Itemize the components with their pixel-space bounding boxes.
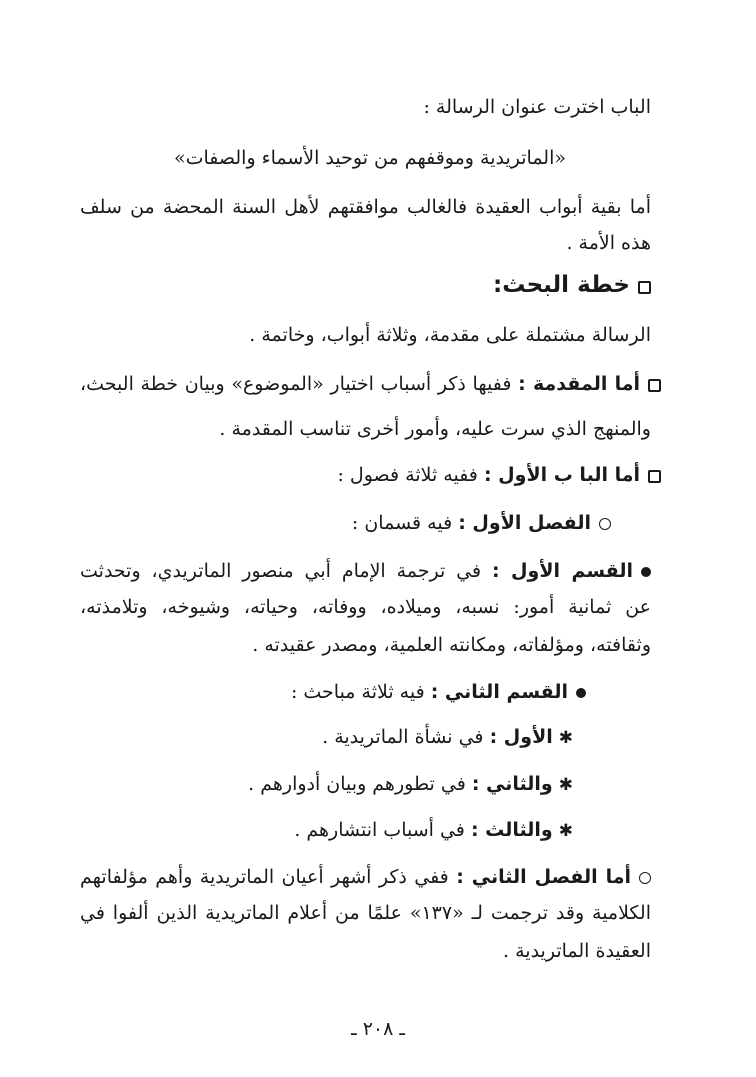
part-one: [80, 556, 651, 586]
intro-text-continued: والمنهج الذي سرت عليه، وأمور أخرى تناسب المقدمة .: [219, 418, 651, 440]
topic-three-label: والثالث :: [470, 819, 553, 841]
topic-one: [80, 722, 573, 753]
paragraph-line: هذه الأمة .: [566, 232, 651, 254]
checkbox-square-icon: [648, 379, 661, 392]
section-two-continued: العقيدة الماتريدية .: [503, 940, 651, 962]
part-one-continued: عن ثمانية أمور: نسبه، وميلاده، ووفاته، وحياته، وشيوخه، وتلامذته،: [80, 596, 651, 618]
topic-three: [80, 815, 573, 846]
circle-bullet-icon: [599, 518, 611, 530]
section-two-label: أما الفصل الثاني :: [456, 866, 632, 888]
part-one-text: في ترجمة الإمام أبي منصور الماتريدي، وتحدثت: [80, 560, 482, 582]
plan-heading-text: خطة البحث:: [493, 272, 630, 298]
circle-bullet-icon: [639, 872, 651, 884]
asterisk-icon: ✱: [558, 775, 573, 795]
asterisk-icon: ✱: [558, 728, 573, 748]
part-two: [80, 677, 586, 707]
plan-heading: [80, 270, 651, 301]
intro-text: ففيها ذكر أسباب اختيار «الموضوع» وبيان خطة البحث،: [80, 373, 512, 395]
chapter-one-label: أما البا ب الأول :: [483, 464, 640, 486]
part-one-label: القسم الأول :: [491, 560, 633, 582]
section-one: [80, 508, 611, 538]
topic-two: [80, 769, 573, 800]
thesis-title: «الماتريدية وموقفهم من توحيد الأسماء والصفات»: [173, 147, 566, 169]
checkbox-square-icon: [648, 470, 661, 483]
intro-label: أما المقدمة :: [518, 373, 641, 395]
topic-two-text: في تطورهم وبيان أدوارهم .: [248, 773, 466, 795]
chapter-one: [80, 460, 661, 490]
topic-one-label: الأول :: [489, 726, 553, 748]
page-number: ـ ٢٠٨ ـ: [351, 1018, 405, 1040]
section-two-text: ففي ذكر أشهر أعيان الماتريدية وأهم مؤلفاتهم: [80, 866, 449, 888]
dot-bullet-icon: [576, 688, 586, 698]
part-one-continued: وثقافته، ومؤلفاته، ومكانته العلمية، ومصدر عقيدته .: [252, 634, 651, 656]
section-two-continued: الكلامية وقد ترجمت لـ «١٣٧» علمًا من أعلام الماتريدية الذين ألفوا في: [80, 902, 651, 924]
topic-two-label: والثاني :: [471, 773, 553, 795]
intro-item: [80, 369, 661, 399]
topic-three-text: في أسباب انتشارهم .: [294, 819, 465, 841]
part-two-label: القسم الثاني :: [430, 681, 568, 703]
paragraph-title-intro: الباب اخترت عنوان الرسالة :: [423, 96, 651, 118]
part-two-text: فيه ثلاثة مباحث :: [290, 681, 425, 703]
topic-one-text: في نشأة الماتريدية .: [322, 726, 484, 748]
section-one-label: الفصل الأول :: [458, 512, 591, 534]
asterisk-icon: ✱: [558, 821, 573, 841]
paragraph-line: أما بقية أبواب العقيدة فالغالب موافقتهم لأهل السنة المحضة من سلف: [80, 196, 651, 218]
chapter-one-text: ففيه ثلاثة فصول :: [337, 464, 478, 486]
checkbox-square-icon: [638, 281, 651, 294]
section-two: [80, 862, 651, 892]
dot-bullet-icon: [641, 567, 651, 577]
section-one-text: فيه قسمان :: [351, 512, 453, 534]
plan-intro: الرسالة مشتملة على مقدمة، وثلاثة أبواب، وخاتمة .: [249, 324, 651, 346]
